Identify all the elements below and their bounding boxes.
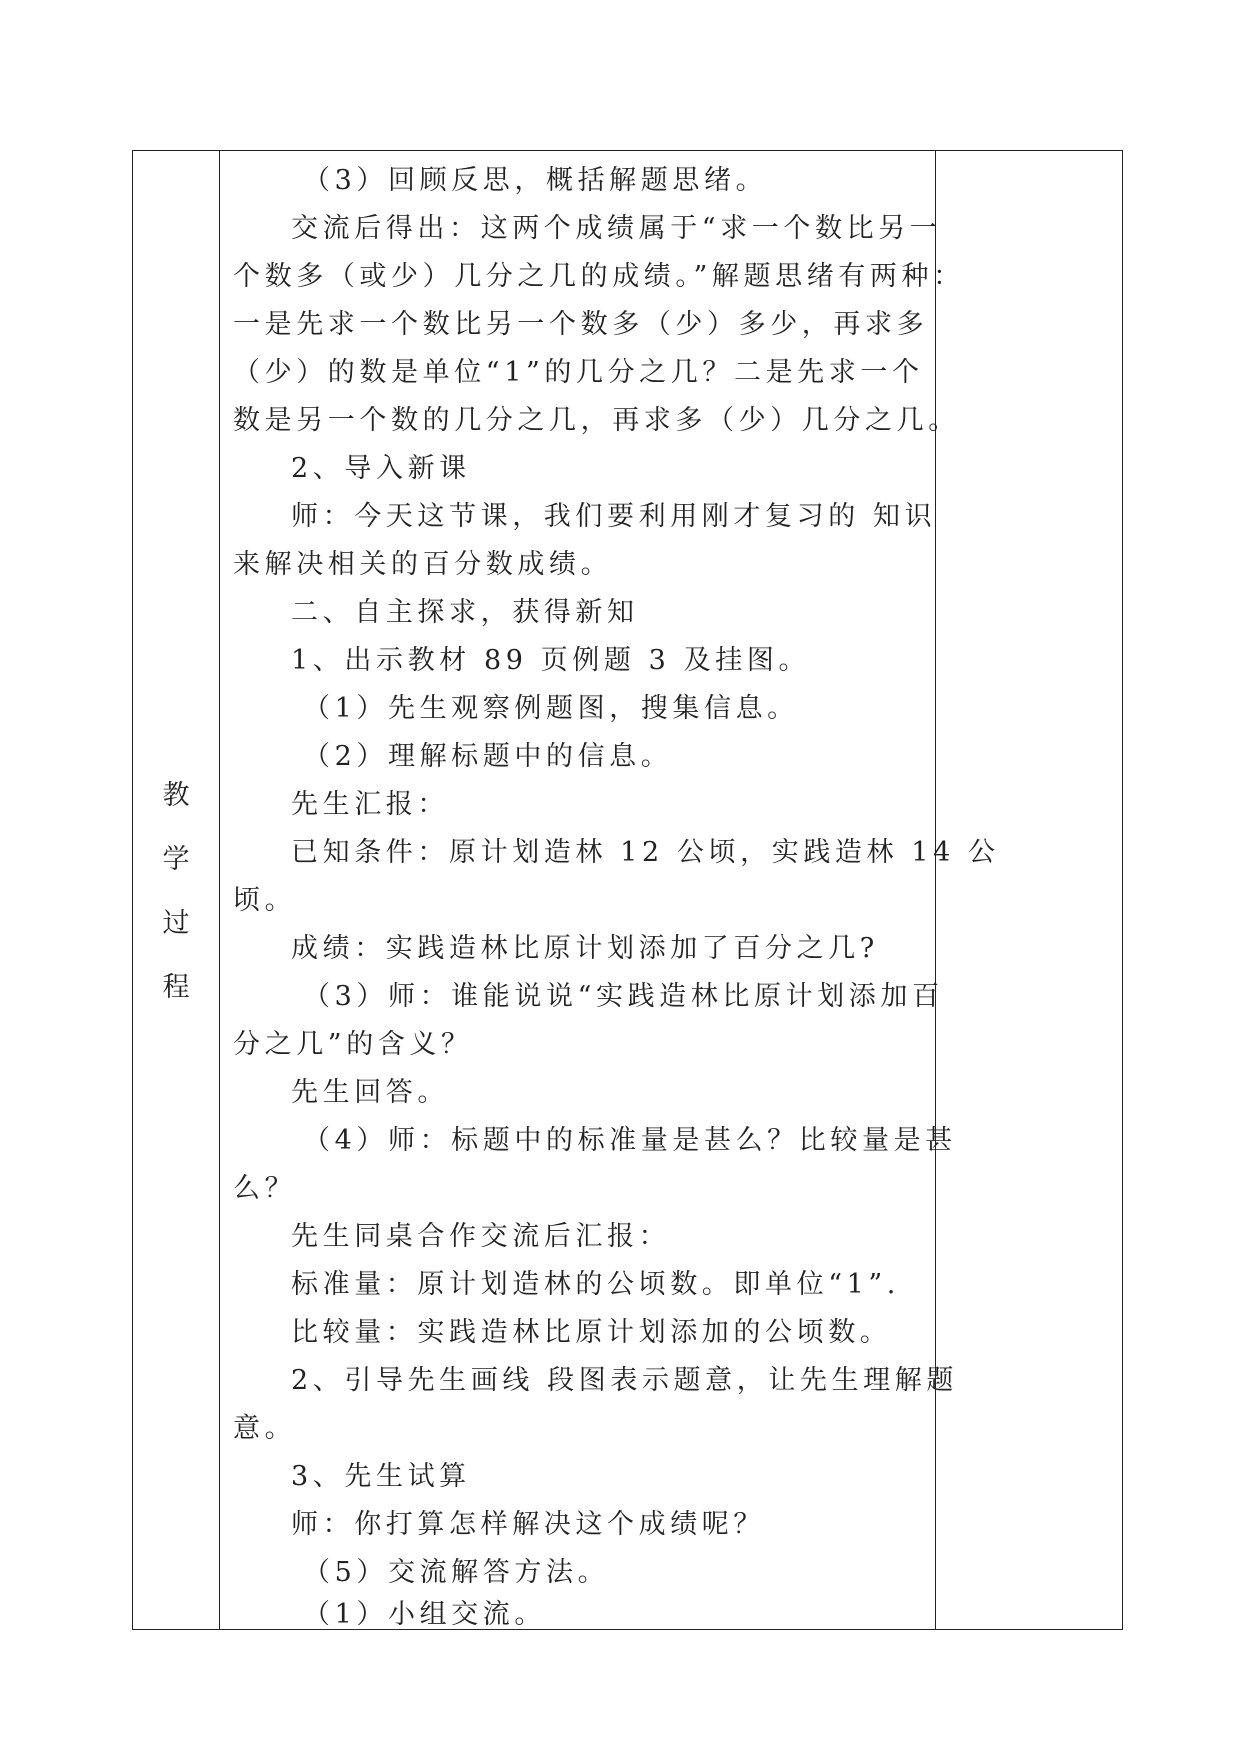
text-line: 交流后得出：这两个成绩属于“求一个数比另一 <box>291 213 942 244</box>
text-line: （2）理解标题中的信息。 <box>303 741 673 772</box>
column-divider <box>935 151 936 1629</box>
text-line: 师：今天这节课，我们要利用刚才复习的 知识 <box>291 501 937 532</box>
text-line: 比较量：实践造林比原计划添加的公顷数。 <box>291 1317 892 1348</box>
text-line: 2、导入新课 <box>291 453 471 484</box>
text-line: 先生回答。 <box>291 1077 449 1108</box>
text-line: 3、先生试算 <box>291 1461 471 1492</box>
section-label-cell <box>133 151 219 1629</box>
text-line: 成绩：实践造林比原计划添加了百分之几? <box>291 933 879 964</box>
text-line: 1、出示教材 89 页例题 3 及挂图。 <box>291 645 811 676</box>
text-line: 顷。 <box>233 885 297 916</box>
text-line: 已知条件：原计划造林 12 公顷，实践造林 14 公 <box>291 837 1000 868</box>
text-line: （5）交流解答方法。 <box>303 1557 610 1588</box>
text-line: 先生同桌合作交流后汇报： <box>291 1221 671 1252</box>
column-divider <box>219 151 220 1629</box>
text-line: 师：你打算怎样解决这个成绩呢？ <box>291 1509 765 1540</box>
section-label-char: 学 <box>162 844 190 875</box>
lesson-table <box>132 150 1123 1630</box>
text-line: 来解决相关的百分数成绩。 <box>233 549 613 580</box>
text-line: （1）先生观察例题图，搜集信息。 <box>303 693 799 724</box>
section-label-char: 教 <box>162 780 190 811</box>
text-line: 一是先求一个数比另一个数多（少）多少，再求多 <box>233 309 929 340</box>
text-line: 2、引导先生画线 段图表示题意，让先生理解题 <box>291 1365 958 1396</box>
text-line: 标准量：原计划造林的公顷数。即单位“1”. <box>291 1269 900 1300</box>
text-line: 么？ <box>233 1173 297 1204</box>
text-line: （4）师：标题中的标准量是甚么？比较量是甚 <box>303 1125 957 1156</box>
text-line: 数是另一个数的几分之几，再求多（少）几分之几。 <box>233 405 960 436</box>
text-line: （1）小组交流。 <box>303 1599 546 1630</box>
text-line: 意。 <box>233 1413 297 1444</box>
text-line: （3）回顾反思，概括解题思绪。 <box>303 165 768 196</box>
section-label-char: 过 <box>162 908 190 939</box>
text-line: 分之几”的含义？ <box>233 1029 473 1060</box>
text-line: 二、自主探求，获得新知 <box>291 597 639 628</box>
text-line: 先生汇报： <box>291 789 449 820</box>
text-line: （3）师：谁能说说“实践造林比原计划添加百 <box>303 981 944 1012</box>
section-label-char: 程 <box>162 972 190 1003</box>
text-line: 个数多（或少）几分之几的成绩。”解题思绪有两种： <box>233 261 965 292</box>
text-line: （少）的数是单位“1”的几分之几？二是先求一个 <box>233 357 924 388</box>
